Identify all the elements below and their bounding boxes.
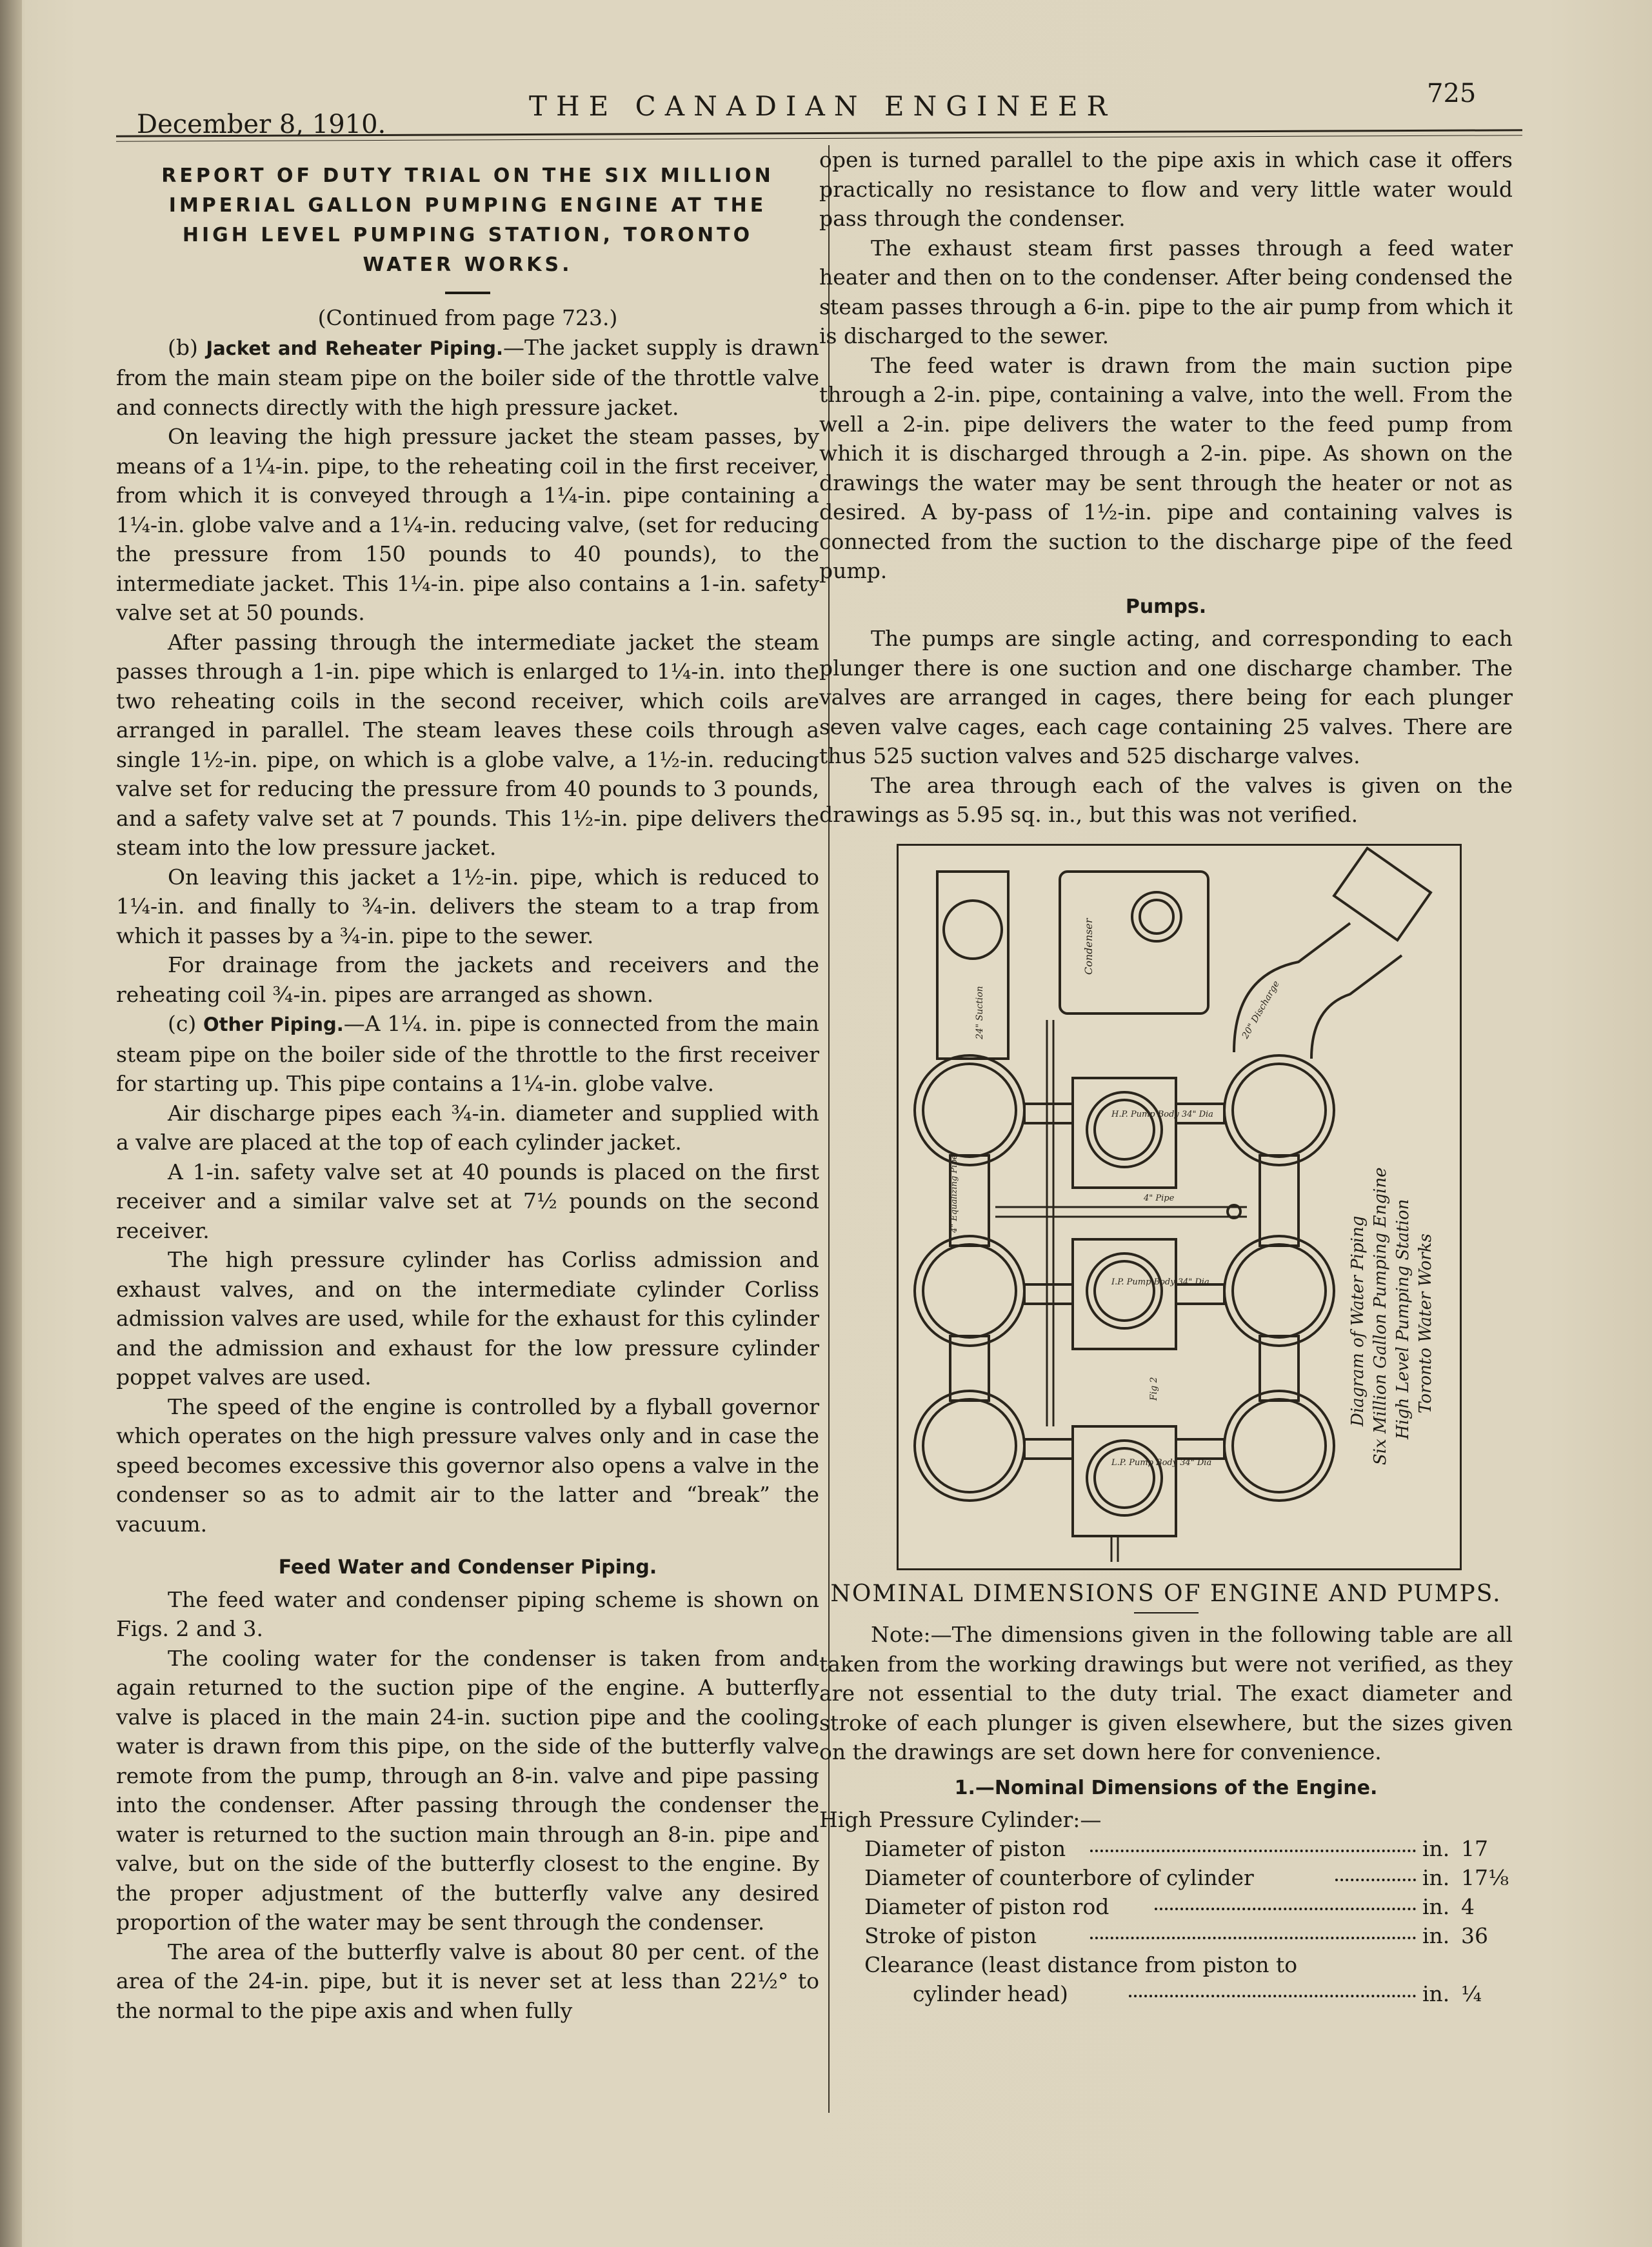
pump-chamber <box>915 1391 1024 1501</box>
suction-gauge <box>944 901 1002 959</box>
headline-line: WATER WORKS. <box>363 254 573 276</box>
para-text: —A 1¼. in. pipe is connected from the main steam pipe on the boiler side of the throttle to the first receiver for starting up. This pipe contains a 1¼-in. globe valve. <box>116 1011 819 1096</box>
paragraph: On leaving the high pressure jacket the steam passes, by means of a 1¼-in. pipe, to the reheating coil in the first receiver, from which it is conveyed through a 1¼-in. pipe containing a 1¼-in. globe valve and a 1¼-in. reducing valve, (set for reducing the pressure from 150 pounds to 40 pounds), to the intermediate jacket. This 1¼-in. pipe also contains a 1-in. safety valve set at 50 pounds. <box>116 424 819 625</box>
figure-caption-line: Six Million Gallon Pumping Engine <box>1371 1167 1390 1465</box>
discharge-valve <box>1334 848 1431 940</box>
suction-label: 24" Suction <box>975 985 985 1039</box>
paragraph: The cooling water for the condenser is taken from and again returned to the suction pipe of the engine. A butterfly valve is placed in the main 24-in. suction pipe and the cooling water is drawn from this pipe, on the side of the butterfly valve remote from the pump, through an 8-in. valve and pipe passing into the condenser. After passing through the condenser the water is returned to the suction main through an 8-in. pipe and valve, but on the side of the butterfly closest to the engine. By the proper adjustment of the butterfly valve any desired proportion of the water may be sent through the condenser. <box>116 1645 819 1935</box>
paragraph: A 1-in. safety valve set at 40 pounds is placed on the first receiver and a similar valve set at 7½ pounds on the second receiver. <box>116 1159 819 1243</box>
paragraph: open is turned parallel to the pipe axis in which case it offers practically no resistance to flow and very little water would pass through the condenser. <box>819 147 1513 231</box>
runin-heading: Jacket and Reheater Piping. <box>206 337 504 359</box>
book-gutter <box>0 0 22 2247</box>
table-row <box>819 1834 1513 1863</box>
runin-heading: Other Piping. <box>203 1014 344 1035</box>
equalizing-label: 4" Equalizing Pipe <box>950 1154 959 1233</box>
dimensions-table <box>819 1805 1513 2008</box>
section-heading-feed: Feed Water and Condenser Piping. <box>278 1556 657 1579</box>
paragraph: The area of the butterfly valve is about 80 per cent. of the area of the 24-in. pipe, but it is never set at less than 22½° to the normal to the pipe axis and when fully <box>116 1939 819 2023</box>
figure-caption-line: High Level Pumping Station <box>1393 1199 1413 1439</box>
paragraph: On leaving this jacket a 1½-in. pipe, which is reduced to 1¼-in. and finally to ¾-in. delivers the steam to a trap from which it passes by a ¾-in. pipe to the sewer. <box>116 864 819 948</box>
paragraph: The high pressure cylinder has Corliss admission and exhaust valves, and on the intermediate cylinder Corliss admission valves are used, while for the exhaust for this cylinder and the admission and exhaust for the low pressure cylinder poppet valves are used. <box>116 1247 819 1390</box>
leader-dots <box>1335 1879 1416 1881</box>
row-value: 4 <box>1461 1894 1475 1919</box>
row-unit: in. <box>1422 1981 1450 2006</box>
paragraph: For drainage from the jackets and receivers and the reheating coil ¾-in. pipes are arranged as shown. <box>116 952 819 1007</box>
piping-diagram-figure <box>897 844 1462 1570</box>
paragraph: The pumps are single acting, and corresponding to each plunger there is one suction and one discharge chamber. The valves are arranged in cages, there being for each plunger seven valve cages, each cage containing 25 valves. There are thus 525 suction valves and 525 discharge valves. <box>819 626 1513 768</box>
leader-dots <box>1129 1995 1416 1997</box>
pump-chamber <box>1224 1391 1334 1501</box>
figure-caption-line: Diagram of Water Piping <box>1348 1215 1368 1426</box>
paragraph: The speed of the engine is controlled by a flyball governor which operates on the high pressure valves only and in case the speed becomes excessive this governor also opens a valve in the condenser so as to admit air to the latter and “break” the vacuum. <box>116 1393 819 1537</box>
pump-chamber <box>915 1236 1024 1346</box>
pump-label: I.P. Pump Body 34" Dia <box>1111 1277 1209 1287</box>
headline-line: HIGH LEVEL PUMPING STATION, TORONTO <box>182 224 753 246</box>
row-value: 36 <box>1461 1923 1488 1948</box>
row-unit: in. <box>1422 1836 1450 1861</box>
left-column <box>116 161 819 2025</box>
figure-number: Fig 2 <box>1149 1376 1159 1401</box>
paragraph: After passing through the intermediate jacket the steam passes through a 1-in. pipe which is enlarged to 1¼-in. into the two reheating coils in the second receiver, which coils are arranged in parallel. The steam leaves these coils through a single 1½-in. pipe, on which is a globe valve, a 1½-in. reducing valve set for reducing the pressure from 40 pounds to 3 pounds, and a safety valve set at 7 pounds. This 1½-in. pipe delivers the steam into the low pressure jacket. <box>116 629 819 860</box>
paragraph: The exhaust steam first passes through a feed water heater and then on to the condenser. After being condensed the steam passes through a 6-in. pipe to the air pump from which it is discharged to the sewer. <box>819 235 1513 348</box>
right-column <box>819 145 1513 2008</box>
note-paragraph: Note:—The dimensions given in the following table are all taken from the working drawings but were not verified, as they are not essential to the duty trial. The exact diameter and stroke of each plunger is given elsewhere, but the sizes given on the drawings are set down here for convenience. <box>819 1622 1513 1764</box>
row-label: Diameter of piston rod <box>864 1894 1110 1919</box>
headline-line: REPORT OF DUTY TRIAL ON THE SIX MILLION <box>161 165 774 187</box>
row-unit: in. <box>1422 1923 1450 1948</box>
row-unit: in. <box>1422 1894 1450 1919</box>
row-label: Clearance (least distance from piston to <box>864 1952 1298 1977</box>
row-value: 17 <box>1461 1836 1488 1861</box>
table-group-label: High Pressure Cylinder:— <box>819 1807 1102 1832</box>
pump-label: L.P. Pump Body 34" Dia <box>1111 1457 1212 1468</box>
journal-title: THE CANADIAN ENGINEER <box>529 90 1117 122</box>
pump-body <box>1087 1092 1162 1167</box>
pump-chamber <box>1224 1055 1334 1165</box>
paragraph <box>116 1009 819 1099</box>
row-label: Stroke of piston <box>864 1923 1037 1948</box>
row-unit: in. <box>1422 1865 1450 1890</box>
heading-rule <box>1134 1612 1199 1613</box>
table-row <box>819 1921 1513 1950</box>
row-value: ¼ <box>1461 1981 1482 2006</box>
leader-dots <box>1155 1908 1416 1910</box>
headline-line: IMPERIAL GALLON PUMPING ENGINE AT THE <box>168 194 767 217</box>
para-lead: (c) <box>168 1011 203 1036</box>
issue-date: December 8, 1910. <box>137 110 386 139</box>
table-row <box>819 1863 1513 1892</box>
pipe-label: 4" Pipe <box>1144 1193 1175 1203</box>
row-label: Diameter of piston <box>864 1836 1066 1861</box>
para-lead: (b) <box>168 334 206 360</box>
para-text: —The jacket supply is drawn from the main steam pipe on the boiler side of the throttle valve and connects directly with the high pressure jacket. <box>116 334 819 420</box>
page-number: 725 <box>1427 79 1477 108</box>
discharge-label: 20" Discharge <box>1240 979 1282 1041</box>
nominal-heading: NOMINAL DIMENSIONS OF ENGINE AND PUMPS. <box>830 1580 1502 1607</box>
table-heading: 1.—Nominal Dimensions of the Engine. <box>954 1776 1378 1799</box>
row-label: cylinder head) <box>913 1981 1068 2006</box>
paragraph: The area through each of the valves is given on the drawings as 5.95 sq. in., but this was not verified. <box>819 772 1513 827</box>
pump-body <box>1087 1441 1162 1515</box>
pump-body <box>1087 1253 1162 1328</box>
leader-dots <box>1090 1850 1416 1852</box>
pump-chamber <box>915 1055 1024 1165</box>
paragraph <box>116 333 819 423</box>
table-row <box>819 1979 1513 2008</box>
headline-rule <box>445 292 490 294</box>
continued-note: (Continued from page 723.) <box>317 305 618 330</box>
table-row <box>819 1950 1513 1979</box>
row-label: Diameter of counterbore of cylinder <box>864 1865 1254 1890</box>
paragraph: The feed water is drawn from the main suction pipe through a 2-in. pipe, containing a valve, into the well. From the well a 2-in. pipe delivers the water to the feed pump from which it is discharged through a 2-in. pipe. As shown on the drawings the water may be sent through the heater or not as desired. A by-pass of 1½-in. pipe and containing valves is connected from the suction to the discharge pipe of the feed pump. <box>819 352 1513 583</box>
pump-chamber <box>1224 1236 1334 1346</box>
section-heading-pumps: Pumps. <box>1125 595 1207 618</box>
table-row <box>819 1892 1513 1921</box>
paragraph: Air discharge pipes each ¾-in. diameter and supplied with a valve are placed at the top of each cylinder jacket. <box>116 1100 819 1155</box>
leader-dots <box>1090 1937 1416 1939</box>
figure-caption-line: Toronto Water Works <box>1416 1233 1435 1413</box>
paragraph: The feed water and condenser piping scheme is shown on Figs. 2 and 3. <box>116 1586 819 1641</box>
condenser-label: Condenser <box>1082 917 1095 975</box>
pump-label: H.P. Pump Body 34" Dia <box>1111 1109 1213 1119</box>
article-headline <box>135 161 800 280</box>
row-value: 17⅛ <box>1461 1865 1509 1890</box>
